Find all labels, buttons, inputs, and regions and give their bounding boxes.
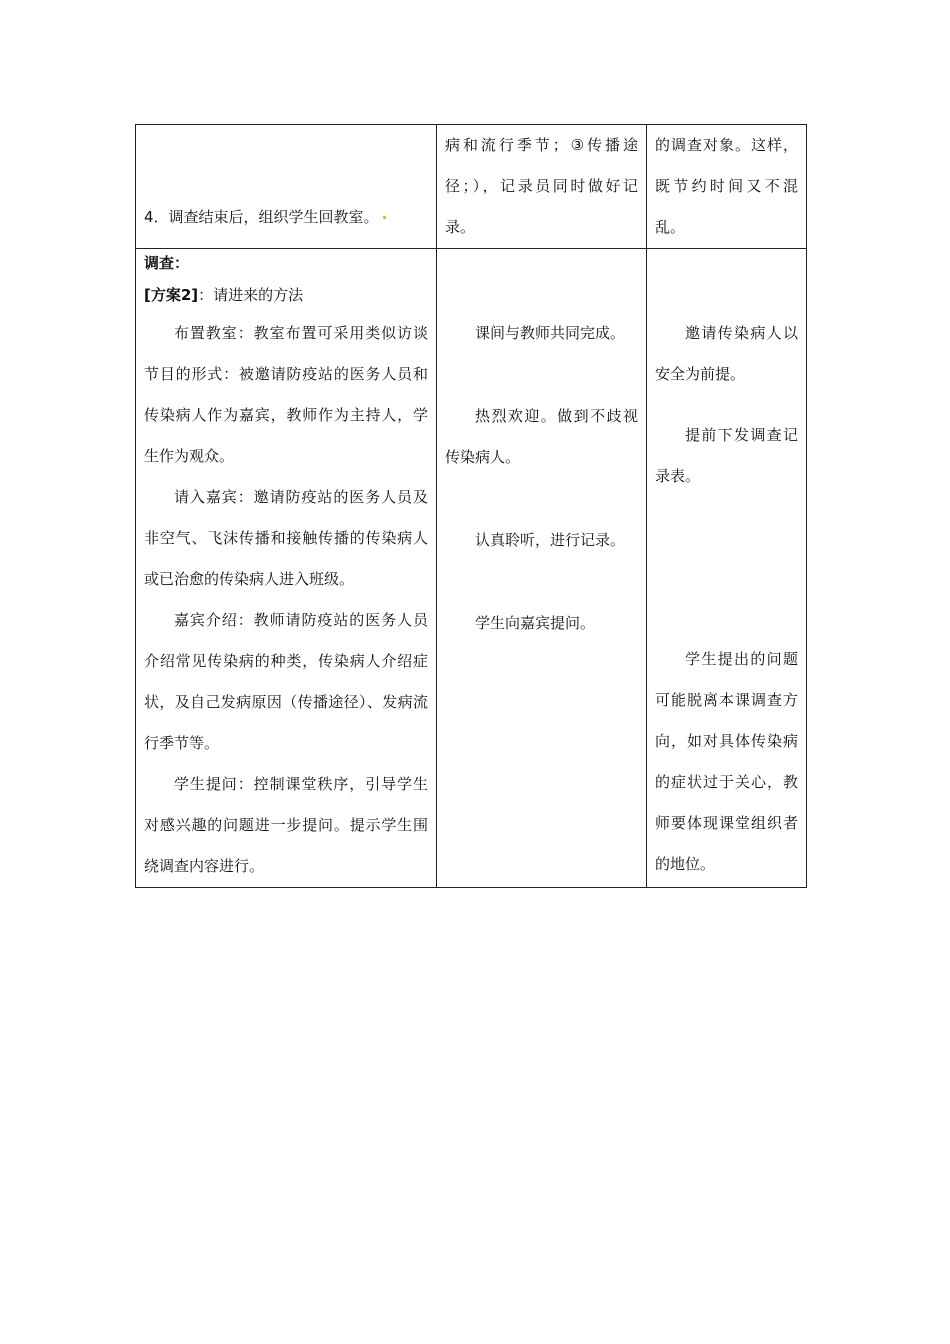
table-cell-student bbox=[437, 125, 647, 249]
student-text-2: 热烈欢迎。做到不歧视传染病人。 bbox=[445, 407, 638, 466]
table-cell-student bbox=[437, 249, 647, 888]
design-note-text: 的调查对象。这样，既节约时间又不混乱。 bbox=[655, 136, 798, 236]
plan-title bbox=[144, 277, 428, 313]
note-text-1: 邀请传染病人以安全为前提。 bbox=[655, 324, 798, 383]
lesson-plan-table bbox=[135, 124, 807, 888]
plan-title-text: ：请进来的方法 bbox=[198, 286, 304, 304]
section-heading: 调查： bbox=[144, 254, 190, 272]
paragraph-arrange-classroom: 布置教室：教室布置可采用类似访谈节目的形式：被邀请防疫站的医务人员和传染病人作为嘉宾，教师作为主持人，学生作为观众。 bbox=[144, 324, 428, 465]
paragraph-student-questions: 学生提问：控制课堂秩序，引导学生对感兴趣的问题进一步提问。提示学生围绕调查内容进行。 bbox=[144, 775, 428, 875]
table-cell-notes bbox=[647, 249, 807, 888]
student-text-1: 课间与教师共同完成。 bbox=[475, 324, 626, 342]
paragraph-invite-guests: 请入嘉宾：邀请防疫站的医务人员及非空气、飞沫传播和接触传播的传染病人或已治愈的传染病人进入班级。 bbox=[144, 488, 428, 588]
student-text-3: 认真聆听，进行记录。 bbox=[475, 531, 626, 549]
student-activity-text: 病和流行季节；③传播途径；），记录员同时做好记录。 bbox=[445, 136, 638, 236]
table-cell-notes bbox=[647, 125, 807, 249]
mark-dot bbox=[383, 216, 386, 219]
table-cell-activity bbox=[136, 249, 437, 888]
table-row bbox=[136, 249, 807, 888]
step-4-text: 4．调查结束后，组织学生回教室。 bbox=[144, 197, 428, 238]
table-cell-activity bbox=[136, 125, 437, 249]
note-text-2: 提前下发调查记录表。 bbox=[655, 426, 798, 485]
plan-label: [方案2] bbox=[144, 286, 199, 304]
student-text-4: 学生向嘉宾提问。 bbox=[475, 614, 596, 632]
table-row bbox=[136, 125, 807, 249]
note-text-3: 学生提出的问题可能脱离本课调查方向，如对具体传染病的症状过于关心，教师要体现课堂组织者的地位。 bbox=[655, 650, 798, 873]
paragraph-guest-intro: 嘉宾介绍：教师请防疫站的医务人员介绍常见传染病的种类，传染病人介绍症状，及自己发病原因（传播途径）、发病流行季节等。 bbox=[144, 611, 428, 752]
